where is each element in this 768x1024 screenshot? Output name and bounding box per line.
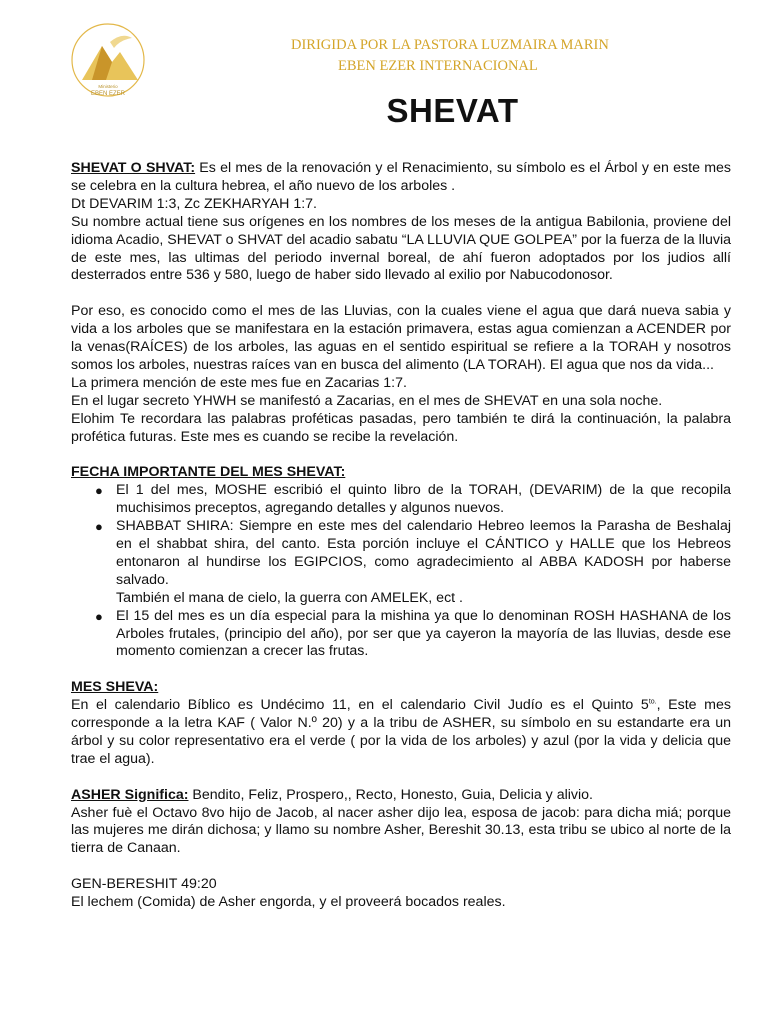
intro-paragraph <box>71 160 731 196</box>
sheva-paragraph: En el calendario Bíblico es Undécimo 11, en el calendario Civil Judío es el Quinto $5^{to.}$, Este mes corresponde a la letra KAF ( Valor N.º 20) y a la tribu de ASHER, su símbolo en su estandarte era un árbol y su color representativo era el verde ( por la vida de los arboles) y azul (por la vida y delicia que trae el agua). <box>71 697 731 767</box>
intro-reference: Dt DEVARIM 1:3, Zc ZEKHARYAH 1:7. <box>71 195 317 212</box>
header-line-1: DIRIGIDA POR LA PASTORA LUZMAIRA MARIN <box>291 37 609 53</box>
asher-heading: ASHER Significa: <box>71 786 189 803</box>
rain-paragraph: Por eso, es conocido como el mes de las Lluvias, con la cuales viene el agua que dará nueva sabia y vida a los arboles que se manifestara en la estación primavera, estas agua comienzan a ACENDER por la venas(RAÍCES) de los arboles, las aguas en el sentido espiritual se refiere a la TORAH y nosotros somos los arboles, nuestras raíces van en busca del alimento (LA TORAH). El agua que nos da vida... <box>71 303 731 373</box>
superscript: to. <box>648 698 657 706</box>
secret-place: En el lugar secreto YHWH se manifestó a Zacarias, en el mes de SHEVAT en una sola noche. <box>71 392 663 409</box>
list-item-extra: También el mana de cielo, la guerra con AMELEK, ect . <box>116 589 463 606</box>
header-line-2: EBEN EZER INTERNACIONAL <box>338 58 538 74</box>
intro-origin: Su nombre actual tiene sus orígenes en los nombres de los meses de la antigua Babilonia, proviene del idioma Acadio, SHEVAT o SHVAT del acadio sabatu “LA LLUVIA QUE GOLPEA” por la fuerza de la lluvia de este mes, las ultimas del periodo invernal boreal, de ahí fueron adoptados por los judios allí desterrados entre 536 y 580, luego de haber sido llevado al exilio por Nabucodonosor. <box>71 213 731 284</box>
logo-small-text: Ministerio <box>98 84 118 89</box>
elohim-paragraph: Elohim Te recordara las palabras proféticas pasadas, pero también te dirá la continuación, la palabra profética futuras. Este mes es cuando se recibe la revelación. <box>71 410 731 445</box>
bullet-icon: ● <box>95 483 103 499</box>
sheva-heading: MES SHEVA: <box>71 679 159 696</box>
list-item: ● SHABBAT SHIRA: Siempre en este mes del calendario Hebreo leemos la Parasha de Beshalaj en el shabbat shira, del canto. Esta porción incluye el CÁNTICO y HALLE que los Hebreos entonaron al hundirse los EGIPCIOS, como agradecimiento al ABBA KADOSH por haberse salvado. También el mana de cielo, la guerra con AMELEK, ect . <box>95 518 731 606</box>
list-item: ● El 1 del mes, MOSHE escribió el quinto libro de la TORAH, (DEVARIM) de la que recopila muchisimos preceptos, agregando detalles y algunos nuevos. <box>95 482 731 517</box>
bullet-icon: ● <box>95 608 103 624</box>
asher-paragraph: Asher fuè el Octavo 8vo hijo de Jacob, al nacer asher dijo lea, esposa de jacob: para dicha miá; porque las mujeres me dirán dichosa; y llamo su nombre Asher, Bereshit 30.13, esta tribu se ubico al norte de la tierra de Canaan. <box>71 804 731 857</box>
gen-reference: GEN-BERESHIT 49:20 <box>71 876 217 893</box>
document-body <box>71 160 731 912</box>
gen-text: El lechem (Comida) de Asher engorda, y el proveerá bocados reales. <box>71 894 506 911</box>
first-mention: La primera mención de este mes fue en Zacarias 1:7. <box>71 374 407 391</box>
fechas-heading: FECHA IMPORTANTE DEL MES SHEVAT: <box>71 464 346 481</box>
asher-meaning: ASHER Significa: Bendito, Feliz, Prospero,, Recto, Honesto, Guia, Delicia y alivio. <box>71 786 593 803</box>
fechas-list <box>71 482 731 661</box>
page-title: SHEVAT <box>386 92 519 129</box>
intro-heading: SHEVAT O SHVAT: <box>71 160 196 176</box>
logo-text: EBEN EZER <box>90 91 126 97</box>
list-item: ● El 15 del mes es un día especial para la mishina ya que lo denominan ROSH HASHANA de los Arboles frutales, (principio del año), por ser que ya cayeron la mayoría de las lluvias, desde ese momento comienzan a crecer las frutas. <box>95 607 731 660</box>
bullet-icon: ● <box>95 519 103 535</box>
intro-text: Es el mes de la renovación y el Renacimiento, su símbolo es el Árbol y en este mes se celebra en la cultura hebrea, el año nuevo de los arboles . <box>71 160 732 194</box>
